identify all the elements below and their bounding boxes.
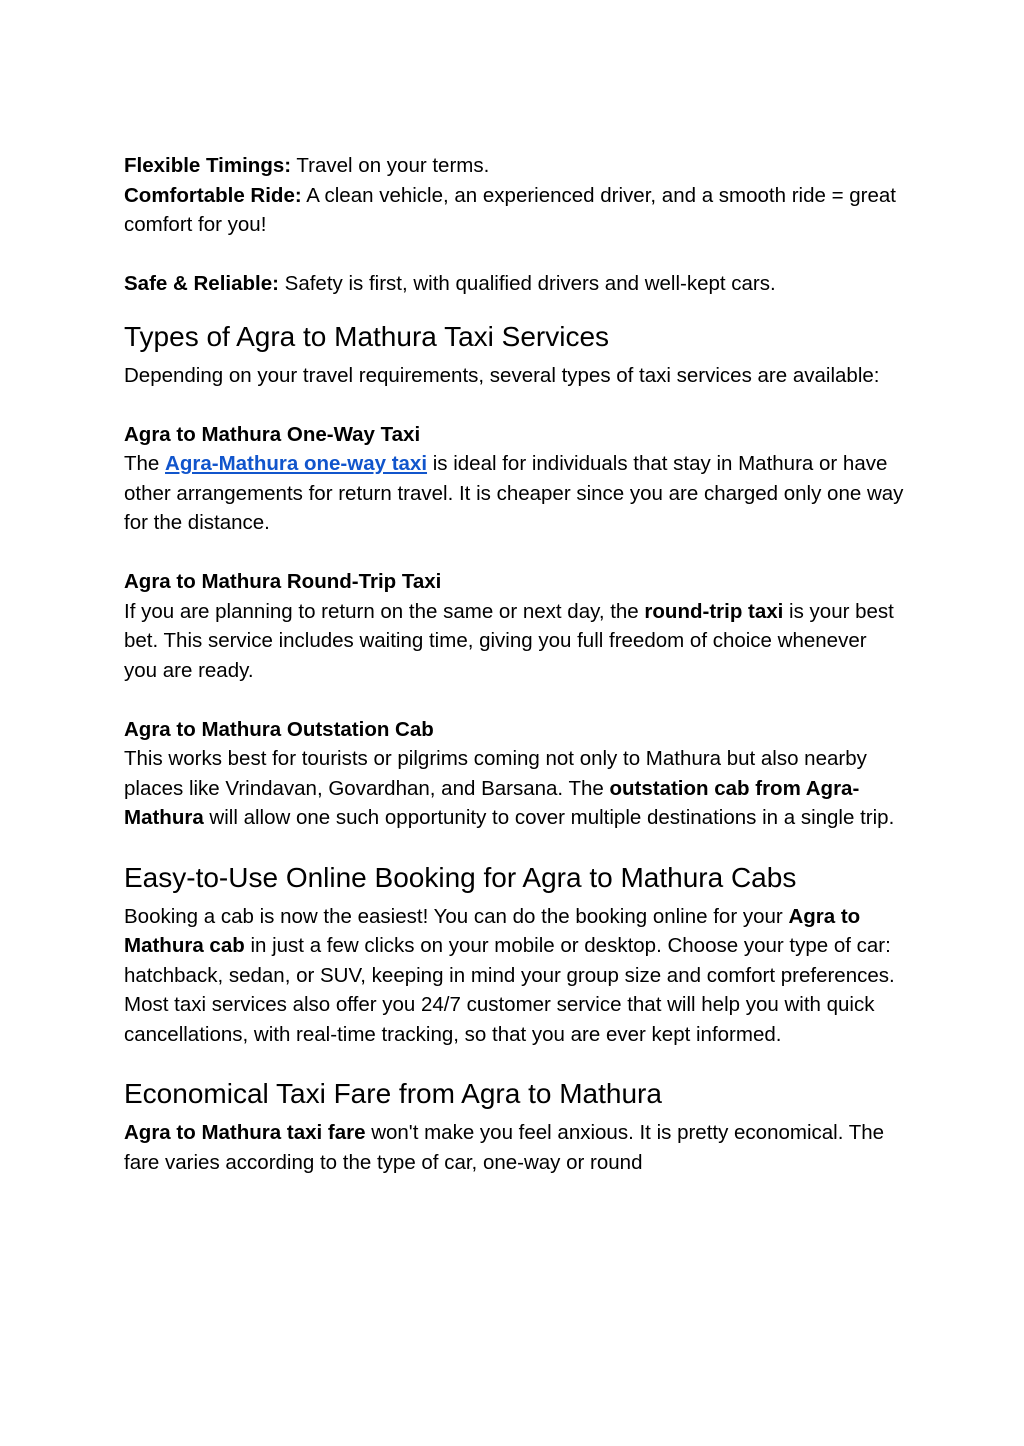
fare-paragraph	[124, 1118, 904, 1177]
roundtrip-text-after: is your best bet. This service includes waiting time, giving you full freedom of choice whenever you are ready.	[124, 599, 894, 682]
roundtrip-paragraph	[124, 597, 904, 686]
booking-bold: Agra to Mathura cab	[124, 904, 861, 957]
oneway-title: Agra to Mathura One-Way Taxi	[124, 422, 421, 446]
flexible-timings-paragraph	[124, 151, 904, 181]
booking-text-before: Booking a cab is now the easiest! You can do the booking online for your	[124, 904, 789, 928]
types-heading: Types of Agra to Mathura Taxi Services	[124, 320, 610, 352]
safe-reliable-label: Safe & Reliable:	[124, 272, 279, 295]
comfortable-ride-paragraph	[124, 181, 904, 240]
comfortable-ride-label: Comfortable Ride:	[124, 183, 302, 207]
flexible-timings-label: Flexible Timings:	[124, 154, 292, 177]
safe-reliable-text: Safety is first, with qualified drivers and well-kept cars.	[278, 272, 776, 295]
booking-heading: Easy-to-Use Online Booking for Agra to Mathura Cabs	[124, 861, 797, 893]
fare-text: won't make you feel anxious. It is pretty economical. The fare varies according to the type of car, one-way or round	[124, 1121, 885, 1174]
roundtrip-title: Agra to Mathura Round-Trip Taxi	[124, 570, 442, 593]
oneway-text-after: is ideal for individuals that stay in Mathura or have other arrangements for return travel. It is cheaper since you are charged only one way for the distance.	[124, 452, 904, 534]
roundtrip-bold: round-trip taxi	[644, 599, 784, 623]
outstation-title: Agra to Mathura Outstation Cab	[124, 717, 434, 741]
oneway-text-before: The	[124, 452, 166, 475]
document-content	[124, 151, 904, 1177]
oneway-paragraph	[124, 449, 904, 538]
booking-text-after: in just a few clicks on your mobile or desktop. Choose your type of car: hatchback, sedan, or SUV, keeping in mind your group size and comfort preferences.	[124, 934, 895, 987]
outstation-text-before: This works best for tourists or pilgrims coming not only to Mathura but also nearby places like Vrindavan, Govardhan, and Barsana. The	[124, 747, 867, 800]
fare-heading: Economical Taxi Fare from Agra to Mathura	[124, 1078, 662, 1109]
roundtrip-text-before: If you are planning to return on the same or next day, the	[124, 599, 645, 623]
outstation-bold: outstation cab from Agra-Mathura	[124, 776, 860, 829]
fare-bold: Agra to Mathura taxi fare	[124, 1121, 366, 1144]
safe-reliable-paragraph	[124, 269, 904, 299]
outstation-text-after: will allow one such opportunity to cover multiple destinations in a single trip.	[203, 806, 895, 829]
types-intro: Depending on your travel requirements, several types of taxi services are available:	[124, 363, 880, 387]
booking-paragraph-2: Most taxi services also offer you 24/7 customer service that will help you with quick cancellations, with real-time tracking, so that you are ever kept informed.	[124, 993, 875, 1046]
outstation-paragraph	[124, 744, 904, 833]
booking-paragraph-1	[124, 902, 904, 991]
comfortable-ride-text: A clean vehicle, an experienced driver, and a smooth ride = great comfort for you!	[124, 183, 896, 236]
flexible-timings-text: Travel on your terms.	[291, 154, 490, 177]
oneway-taxi-link[interactable]: Agra-Mathura one-way taxi	[165, 452, 428, 475]
